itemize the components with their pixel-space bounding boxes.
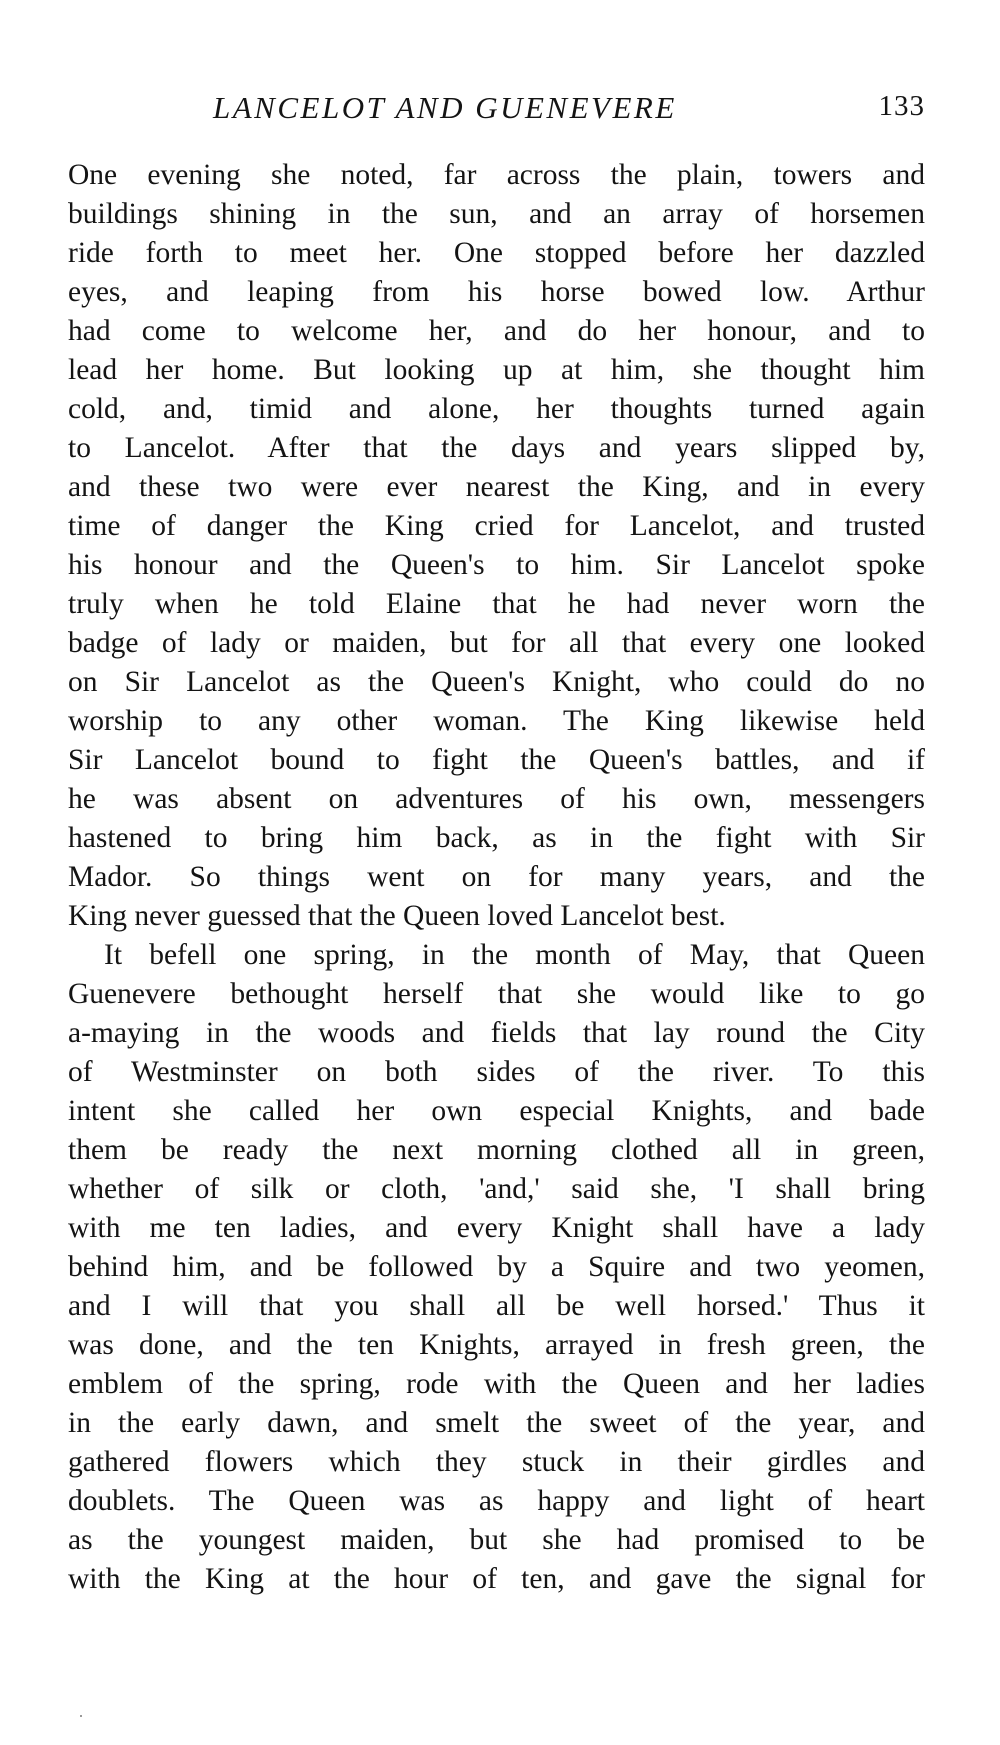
body-text — [68, 156, 925, 1599]
paragraph-start-line: It befell one spring, in the month of May, that Queen — [104, 939, 925, 971]
text-line: doublets. The Queen was as happy and light of heart — [68, 1485, 925, 1517]
text-line: buildings shining in the sun, and an array of horsemen — [68, 198, 925, 230]
paper-speck — [80, 1715, 82, 1717]
text-line: Guenevere bethought herself that she would like to go — [68, 978, 925, 1010]
text-line: worship to any other woman. The King likewise held — [68, 705, 925, 737]
text-line: badge of lady or maiden, but for all that every one looked — [68, 627, 925, 659]
paragraph-end-line: King never guessed that the Queen loved Lancelot best. — [68, 900, 726, 932]
text-line: whether of silk or cloth, 'and,' said she, 'I shall bring — [68, 1173, 925, 1205]
text-line: gathered flowers which they stuck in their girdles and — [68, 1446, 925, 1478]
text-line: eyes, and leaping from his horse bowed low. Arthur — [68, 276, 925, 308]
text-line: ride forth to meet her. One stopped before her dazzled — [68, 237, 925, 269]
text-line: intent she called her own especial Knights, and bade — [68, 1095, 925, 1127]
text-line: emblem of the spring, rode with the Queen and her ladies — [68, 1368, 925, 1400]
text-line: and I will that you shall all be well horsed.' Thus it — [68, 1290, 925, 1322]
text-line: Mador. So things went on for many years, and the — [68, 861, 925, 893]
text-line: time of danger the King cried for Lancelot, and trusted — [68, 510, 925, 542]
text-line: cold, and, timid and alone, her thoughts turned again — [68, 393, 925, 425]
text-line: as the youngest maiden, but she had promised to be — [68, 1524, 925, 1556]
text-line: truly when he told Elaine that he had never worn the — [68, 588, 925, 620]
text-line: lead her home. But looking up at him, she thought him — [68, 354, 925, 386]
text-line: Sir Lancelot bound to fight the Queen's battles, and if — [68, 744, 925, 776]
running-title: LANCELOT AND GUENEVERE — [213, 90, 677, 125]
text-line: to Lancelot. After that the days and years slipped by, — [68, 432, 925, 464]
text-line: he was absent on adventures of his own, messengers — [68, 783, 925, 815]
running-header — [68, 90, 925, 130]
text-line: them be ready the next morning clothed all in green, — [68, 1134, 925, 1166]
text-line: behind him, and be followed by a Squire and two yeomen, — [68, 1251, 925, 1283]
text-line: with me ten ladies, and every Knight shall have a lady — [68, 1212, 925, 1244]
text-line: a-maying in the woods and fields that lay round the City — [68, 1017, 925, 1049]
text-line: hastened to bring him back, as in the fight with Sir — [68, 822, 925, 854]
text-line: and these two were ever nearest the King, and in every — [68, 471, 925, 503]
text-line: with the King at the hour of ten, and gave the signal for — [68, 1563, 925, 1595]
page-number: 133 — [878, 90, 925, 122]
text-line: in the early dawn, and smelt the sweet of the year, and — [68, 1407, 925, 1439]
text-line: his honour and the Queen's to him. Sir Lancelot spoke — [68, 549, 925, 581]
text-line: had come to welcome her, and do her honour, and to — [68, 315, 925, 347]
text-line: One evening she noted, far across the plain, towers and — [68, 159, 925, 191]
text-line: of Westminster on both sides of the river. To this — [68, 1056, 925, 1088]
text-line: was done, and the ten Knights, arrayed in fresh green, the — [68, 1329, 925, 1361]
text-line: on Sir Lancelot as the Queen's Knight, who could do no — [68, 666, 925, 698]
